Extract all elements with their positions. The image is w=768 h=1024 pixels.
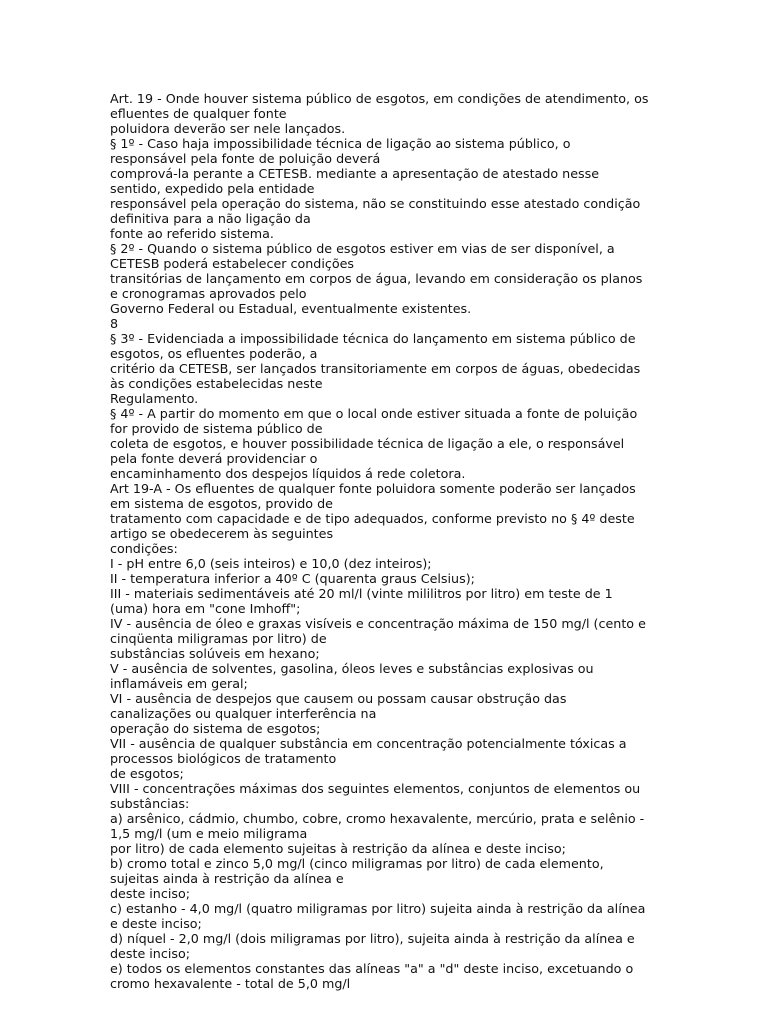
text-line: por litro) de cada elemento sujeitas à restrição da alínea e deste inciso; (110, 841, 566, 856)
text-line: for provido de sistema público de (110, 421, 323, 436)
text-line: II - temperatura inferior a 40º C (quarenta graus Celsius); (110, 571, 475, 586)
text-line: deste inciso; (110, 946, 190, 961)
text-line: de esgotos; (110, 766, 184, 781)
text-line: fonte ao referido sistema. (110, 226, 274, 241)
text-line: efluentes de qualquer fonte (110, 106, 287, 121)
text-line: VII - ausência de qualquer substância em concentração potencialmente tóxicas a (110, 736, 627, 751)
text-line: III - materiais sedimentáveis até 20 ml/l (vinte mililitros por litro) em teste de 1 (110, 586, 613, 601)
text-line: artigo se obedecerem às seguintes (110, 526, 334, 541)
text-line: a) arsênico, cádmio, chumbo, cobre, cromo hexavalente, mercúrio, prata e selênio - (110, 811, 645, 826)
text-line: transitórias de lançamento em corpos de água, levando em consideração os planos (110, 271, 643, 286)
text-line: cinqüenta miligramas por litro) de (110, 631, 327, 646)
text-line: substâncias: (110, 796, 190, 811)
text-line: sentido, expedido pela entidade (110, 181, 315, 196)
text-line: § 2º - Quando o sistema público de esgotos estiver em vias de ser disponível, a (110, 241, 615, 256)
text-line: Regulamento. (110, 391, 199, 406)
text-line: VI - ausência de despejos que causem ou possam causar obstrução das (110, 691, 567, 706)
text-line: responsável pela fonte de poluição deverá (110, 151, 381, 166)
text-line: IV - ausência de óleo e graxas visíveis e concentração máxima de 150 mg/l (cento e (110, 616, 646, 631)
text-line: encaminhamento dos despejos líquidos á rede coletora. (110, 466, 466, 481)
text-line: processos biológicos de tratamento (110, 751, 337, 766)
text-line: canalizações ou qualquer interferência na (110, 706, 377, 721)
text-line: pela fonte deverá providenciar o (110, 451, 318, 466)
text-line: sujeitas ainda à restrição da alínea e (110, 871, 344, 886)
text-line: condições: (110, 541, 178, 556)
text-line: § 3º - Evidenciada a impossibilidade técnica do lançamento em sistema público de (110, 331, 636, 346)
text-line: c) estanho - 4,0 mg/l (quatro miligramas por litro) sujeita ainda à restrição da alínea (110, 901, 646, 916)
text-line: comprová-la perante a CETESB. mediante a apresentação de atestado nesse (110, 166, 600, 181)
text-line: esgotos, os efluentes poderão, a (110, 346, 318, 361)
text-line: CETESB poderá estabelecer condições (110, 256, 355, 271)
text-line: responsável pela operação do sistema, não se constituindo esse atestado condição (110, 196, 641, 211)
text-line: 1,5 mg/l (um e meio miligrama (110, 826, 308, 841)
text-line: em sistema de esgotos, provido de (110, 496, 333, 511)
text-line: 8 (110, 316, 119, 331)
text-line: poluidora deverão ser nele lançados. (110, 121, 346, 136)
text-line: critério da CETESB, ser lançados transitoriamente em corpos de águas, obedecidas (110, 361, 641, 376)
text-line: Art 19-A - Os efluentes de qualquer fonte poluidora somente poderão ser lançados (110, 481, 636, 496)
text-line: substâncias solúveis em hexano; (110, 646, 320, 661)
text-line: inflamáveis em geral; (110, 676, 248, 691)
text-line: deste inciso; (110, 886, 190, 901)
text-line: d) níquel - 2,0 mg/l (dois miligramas por litro), sujeita ainda à restrição da alínea e (110, 931, 635, 946)
text-line: operação do sistema de esgotos; (110, 721, 321, 736)
text-line: definitiva para a não ligação da (110, 211, 311, 226)
text-line: b) cromo total e zinco 5,0 mg/l (cinco miligramas por litro) de cada elemento, (110, 856, 604, 871)
text-line: Governo Federal ou Estadual, eventualmente existentes. (110, 301, 472, 316)
text-line: Art. 19 - Onde houver sistema público de esgotos, em condições de atendimento, os (110, 91, 649, 106)
text-line: § 4º - A partir do momento em que o local onde estiver situada a fonte de poluição (110, 406, 638, 421)
text-line: (uma) hora em "cone Imhoff"; (110, 601, 301, 616)
text-line: e cronogramas aprovados pelo (110, 286, 307, 301)
document-page (110, 91, 662, 991)
text-line: cromo hexavalente - total de 5,0 mg/l (110, 976, 351, 991)
text-line: tratamento com capacidade e de tipo adequados, conforme previsto no § 4º deste (110, 511, 635, 526)
text-line: às condições estabelecidas neste (110, 376, 323, 391)
text-line: I - pH entre 6,0 (seis inteiros) e 10,0 (dez inteiros); (110, 556, 432, 571)
text-line: coleta de esgotos, e houver possibilidade técnica de ligação a ele, o responsável (110, 436, 625, 451)
text-line: V - ausência de solventes, gasolina, óleos leves e substâncias explosivas ou (110, 661, 594, 676)
text-line: e deste inciso; (110, 916, 202, 931)
text-line: § 1º - Caso haja impossibilidade técnica de ligação ao sistema público, o (110, 136, 571, 151)
text-line: VIII - concentrações máximas dos seguintes elementos, conjuntos de elementos ou (110, 781, 641, 796)
text-line: e) todos os elementos constantes das alíneas "a" a "d" deste inciso, excetuando o (110, 961, 634, 976)
